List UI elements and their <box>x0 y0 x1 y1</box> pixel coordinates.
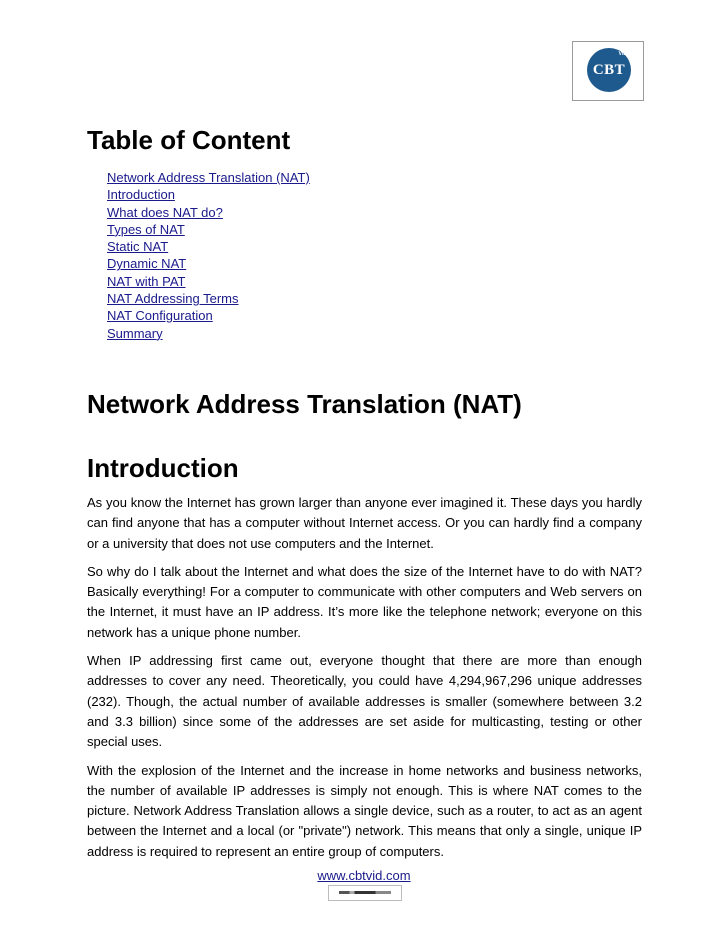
toc-item <box>107 221 310 238</box>
toc-item <box>107 290 310 307</box>
toc-item <box>107 273 310 290</box>
toc-item <box>107 307 310 324</box>
toc-link-dynamic-nat[interactable]: Dynamic NAT <box>107 256 187 272</box>
toc-link-what-does-nat-do[interactable]: What does NAT do? <box>107 204 223 220</box>
toc-item <box>107 169 310 186</box>
logo-vid-text: VID <box>618 51 627 57</box>
paragraph: When IP addressing first came out, everyone thought that there are more than enough addresses to cover any need. Theoretically, you could have 4,294,967,296 unique addresses (232). Though, the actual number of available addresses is smaller (somewhere between 3.2 and 3.3 billion) since some of the addresses are set aside for multicasting, testing or other special uses. <box>87 653 642 750</box>
paragraph: As you know the Internet has grown larger than anyone ever imagined it. These days you hardly can find anyone that has a computer without Internet access. Or you can hardly find a company or a university that does not use computers and the Internet. <box>87 495 642 551</box>
toc-link-nat[interactable]: Network Address Translation (NAT) <box>107 170 310 185</box>
toc-item <box>107 204 310 221</box>
paragraph: With the explosion of the Internet and the increase in home networks and business networks, the number of available IP addresses is simply not enough. This is where NAT comes to the picture. Network Address Translation allows a single device, such as a router, to act as an agent between the Internet and a local (or "private") network. This means that only a single, unique IP address is required to represent an entire group of computers. <box>87 762 642 859</box>
footer <box>0 868 728 883</box>
logo-text: CBT <box>592 61 626 78</box>
footer-barcode-image <box>328 885 402 901</box>
introduction-body <box>87 493 642 870</box>
toc-item <box>107 255 310 272</box>
section-heading-introduction: Introduction <box>87 453 239 483</box>
toc-link-nat-addressing-terms[interactable]: NAT Addressing Terms <box>107 291 239 307</box>
toc-link-types-of-nat[interactable]: Types of NAT <box>107 221 185 237</box>
footer-website-link[interactable]: www.cbtvid.com <box>317 868 411 883</box>
toc-list <box>107 169 310 342</box>
toc-item <box>107 238 310 255</box>
section-heading-nat: Network Address Translation (NAT) <box>87 389 522 419</box>
toc-link-introduction[interactable]: Introduction <box>107 187 175 203</box>
toc-link-static-nat[interactable]: Static NAT <box>107 239 169 255</box>
toc-item <box>107 186 310 203</box>
toc-title: Table of Content <box>87 125 291 155</box>
toc-link-nat-configuration[interactable]: NAT Configuration <box>107 308 213 324</box>
logo-badge <box>587 48 631 92</box>
toc-item <box>107 325 310 342</box>
footer-barcode-stripe <box>339 891 391 894</box>
toc-link-nat-with-pat[interactable]: NAT with PAT <box>107 273 186 289</box>
toc-link-summary[interactable]: Summary <box>107 325 163 341</box>
paragraph: So why do I talk about the Internet and what does the size of the Internet have to do with NAT? Basically everything! For a computer to communicate with other computers and Web servers on the Internet, it must have an IP address. It’s more like the telephone network; everyone on this network has a unique phone number. <box>87 563 642 640</box>
cbt-logo <box>572 41 644 101</box>
